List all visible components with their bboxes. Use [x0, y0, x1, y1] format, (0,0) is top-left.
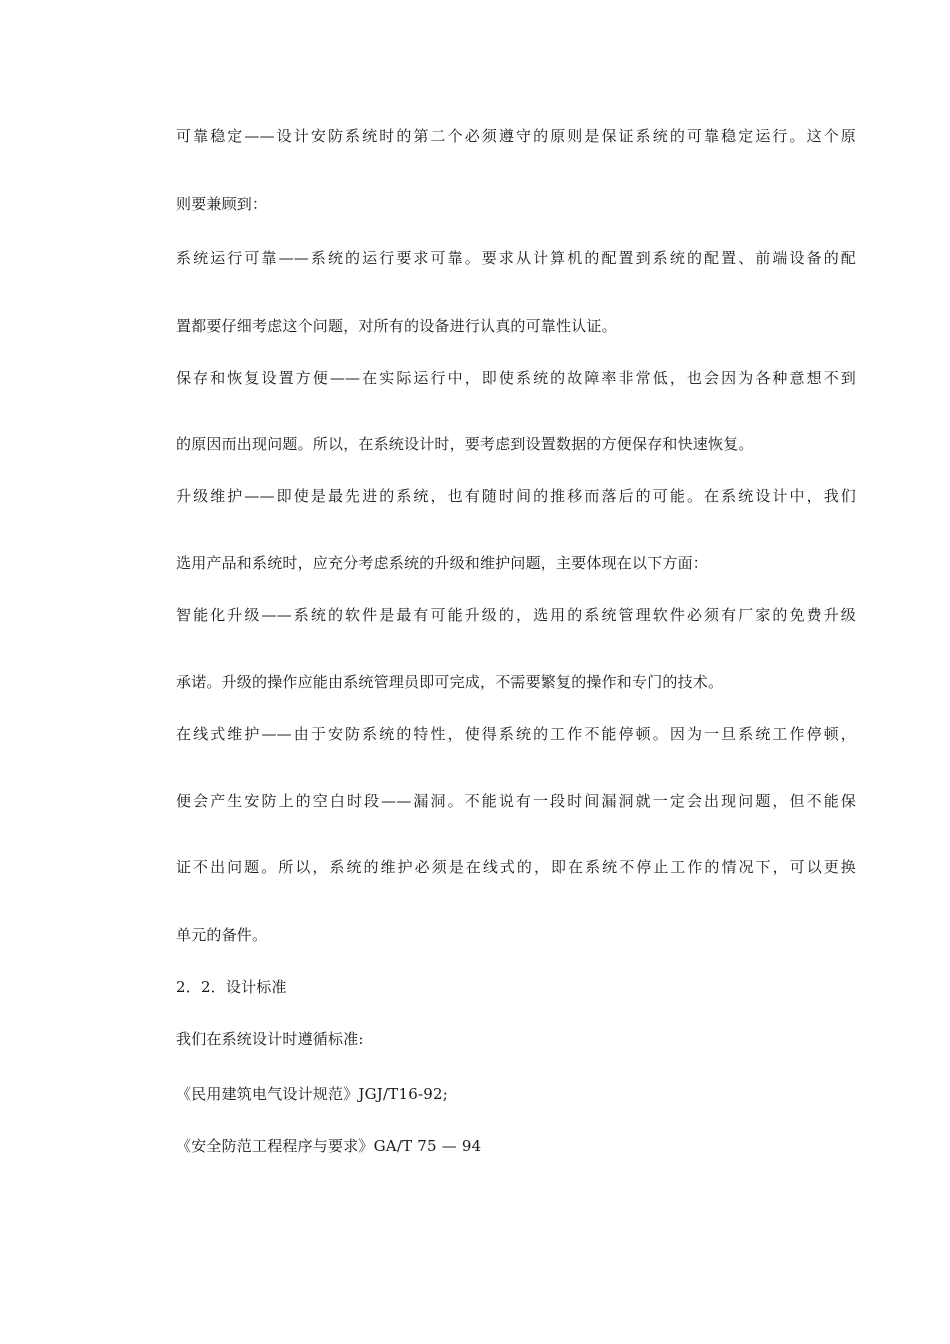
paragraph-line: 我们在系统设计时遵循标准:	[176, 1030, 364, 1048]
paragraph-line: 证不出问题。所以，系统的维护必须是在线式的，即在系统不停止工作的情况下，可以更换	[176, 858, 856, 876]
paragraph-line: 在线式维护——由于安防系统的特性，使得系统的工作不能停顿。因为一旦系统工作停顿，	[176, 725, 856, 743]
paragraph-line: 便会产生安防上的空白时段——漏洞。不能说有一段时间漏洞就一定会出现问题，但不能保	[176, 792, 856, 810]
paragraph-line: 智能化升级——系统的软件是最有可能升级的，选用的系统管理软件必须有厂家的免费升级	[176, 606, 856, 624]
paragraph-line: 系统运行可靠——系统的运行要求可靠。要求从计算机的配置到系统的配置、前端设备的配	[176, 249, 856, 267]
section-heading: 2．2．设计标准	[176, 978, 287, 996]
standard-reference: 《安全防范工程程序与要求》GA/T 75 — 94	[176, 1137, 482, 1155]
paragraph-line: 保存和恢复设置方便——在实际运行中，即使系统的故障率非常低，也会因为各种意想不到	[176, 369, 856, 387]
paragraph-line: 升级维护——即使是最先进的系统，也有随时间的推移而落后的可能。在系统设计中，我们	[176, 487, 856, 505]
paragraph-line: 则要兼顾到：	[176, 195, 268, 213]
paragraph-line: 的原因而出现问题。所以，在系统设计时，要考虑到设置数据的方便保存和快速恢复。	[176, 435, 754, 453]
paragraph-line: 置都要仔细考虑这个问题，对所有的设备进行认真的可靠性认证。	[176, 317, 617, 335]
paragraph-line: 单元的备件。	[176, 926, 268, 944]
paragraph-line: 承诺。升级的操作应能由系统管理员即可完成，不需要繁复的操作和专门的技术。	[176, 673, 724, 691]
paragraph-line: 可靠稳定——设计安防系统时的第二个必须遵守的原则是保证系统的可靠稳定运行。这个原	[176, 127, 856, 145]
standard-reference: 《民用建筑电气设计规范》JGJ/T16-92;	[176, 1085, 448, 1103]
paragraph-line: 选用产品和系统时，应充分考虑系统的升级和维护问题，主要体现在以下方面：	[176, 554, 709, 572]
